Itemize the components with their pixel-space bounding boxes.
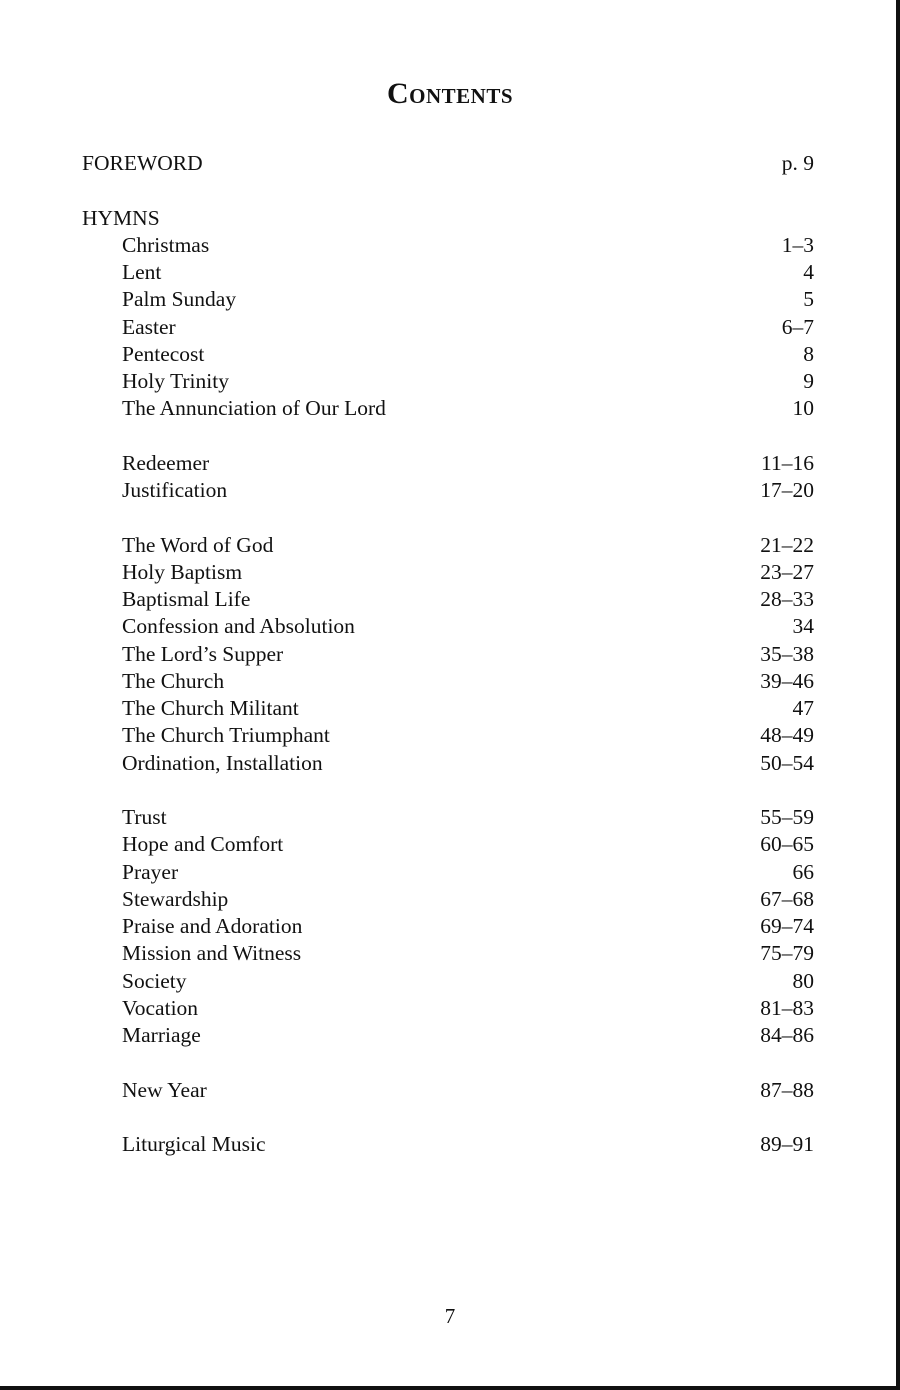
- toc-spacer: [82, 1104, 814, 1131]
- toc-entry-page: 10: [792, 396, 814, 421]
- toc-entry-page: 23–27: [760, 559, 814, 584]
- toc-entry: [82, 722, 814, 749]
- toc-entry: [82, 995, 814, 1022]
- toc-entry-label: The Church: [122, 668, 225, 693]
- toc-entry: [82, 368, 814, 395]
- toc-entry: [82, 259, 814, 286]
- toc-entry: [82, 1131, 814, 1158]
- toc-entry-label: Justification: [122, 478, 228, 502]
- toc-entry: [82, 940, 814, 967]
- toc-entry-label: The Lord’s Supper: [122, 641, 284, 666]
- toc-entry-page: p. 9: [781, 151, 814, 175]
- toc-spacer: [82, 504, 814, 531]
- toc-entry-page: 5: [803, 287, 814, 312]
- toc-entry-page: 47: [792, 696, 814, 720]
- toc-entry-label: FOREWORD: [82, 151, 203, 175]
- toc-entry-label: Ordination, Installation: [122, 750, 323, 775]
- toc-entry-page: 55–59: [760, 805, 814, 829]
- toc-entry: [82, 314, 814, 341]
- toc-entry-label: Praise and Adoration: [122, 914, 303, 938]
- toc-section-heading: [82, 205, 814, 232]
- toc-entry: [82, 1077, 814, 1104]
- toc-entry-page: 67–68: [760, 886, 814, 911]
- toc-groups: [82, 232, 814, 1159]
- toc-entry-label: Marriage: [122, 1023, 201, 1047]
- toc-entry: [82, 668, 814, 695]
- toc-entry-page: 50–54: [760, 750, 814, 775]
- toc-entry-page: 1–3: [781, 232, 814, 257]
- toc-entry-page: 75–79: [760, 941, 814, 966]
- toc-entry-label: Vocation: [122, 995, 199, 1020]
- toc-entry: [82, 286, 814, 313]
- toc-entry: [82, 804, 814, 831]
- toc-entry-label: Pentecost: [122, 341, 205, 366]
- toc-entry-label: Society: [122, 968, 187, 993]
- toc-entry-page: 39–46: [760, 668, 814, 693]
- toc-entry-page: 4: [803, 260, 814, 284]
- toc-entry: [82, 641, 814, 668]
- toc-heading-label: HYMNS: [82, 205, 160, 230]
- toc-entry-label: Redeemer: [122, 450, 210, 475]
- toc-entry-label: Trust: [122, 805, 167, 829]
- toc-entry-label: Prayer: [122, 859, 179, 884]
- toc-entry-label: Hope and Comfort: [122, 832, 284, 857]
- toc-entry-page: 89–91: [760, 1132, 814, 1156]
- toc-entry: [82, 859, 814, 886]
- toc-entry: [82, 559, 814, 586]
- toc-entry-label: Palm Sunday: [122, 287, 237, 312]
- toc-entry-label: Mission and Witness: [122, 941, 302, 966]
- toc-entry: [82, 750, 814, 777]
- toc-entry-label: New Year: [122, 1077, 207, 1102]
- toc-entry-page: 87–88: [760, 1077, 814, 1102]
- toc-entry: [82, 395, 814, 422]
- toc-entry-label: Baptismal Life: [122, 587, 251, 611]
- toc-entry: [82, 968, 814, 995]
- toc-entry-page: 9: [803, 369, 814, 393]
- toc-entry-label: Lent: [122, 260, 162, 284]
- page-title: Contents: [386, 77, 514, 110]
- toc-entry: [82, 532, 814, 559]
- toc-entry-page: 35–38: [760, 641, 814, 666]
- toc-entry-label: Stewardship: [122, 886, 229, 911]
- toc-entry-page: 6–7: [781, 314, 814, 339]
- toc-entry-page: 84–86: [760, 1023, 814, 1047]
- toc-entry-page: 8: [803, 341, 814, 366]
- toc-entry: [82, 450, 814, 477]
- toc-entry: [82, 886, 814, 913]
- table-of-contents: [82, 150, 814, 1158]
- toc-entry-page: 80: [792, 968, 814, 993]
- toc-entry: [82, 477, 814, 504]
- toc-entry: [82, 341, 814, 368]
- toc-entry: [82, 695, 814, 722]
- toc-entry-label: Confession and Absolution: [122, 614, 355, 639]
- toc-entry-page: 48–49: [760, 723, 814, 748]
- toc-entry: [82, 913, 814, 940]
- toc-entry-page: 60–65: [760, 832, 814, 857]
- toc-spacer: [82, 423, 814, 450]
- toc-spacer: [82, 1049, 814, 1076]
- toc-entry-label: The Church Militant: [122, 696, 299, 720]
- toc-entry-label: Liturgical Music: [122, 1132, 266, 1156]
- toc-spacer: [82, 177, 814, 204]
- toc-entry-page: 21–22: [760, 532, 814, 557]
- toc-entry-label: The Church Triumphant: [122, 723, 330, 748]
- toc-spacer: [82, 777, 814, 804]
- toc-entry-label: Christmas: [122, 232, 210, 257]
- toc-entry-page: 34: [792, 614, 814, 639]
- toc-entry: [82, 613, 814, 640]
- toc-entry-page: 11–16: [761, 450, 814, 475]
- toc-entry: [82, 232, 814, 259]
- toc-entry-label: Holy Trinity: [122, 369, 229, 393]
- toc-entry-label: The Annunciation of Our Lord: [122, 396, 386, 421]
- toc-entry-page: 28–33: [760, 587, 814, 611]
- toc-entry-page: 66: [792, 859, 814, 884]
- toc-entry-page: 81–83: [760, 995, 814, 1020]
- toc-entry: [82, 1022, 814, 1049]
- toc-entry-label: The Word of God: [122, 532, 274, 557]
- toc-entry-page: 69–74: [760, 914, 814, 938]
- toc-entry-label: Easter: [122, 314, 176, 339]
- page-number: 7: [444, 1304, 456, 1328]
- toc-entry: [82, 831, 814, 858]
- toc-entry-label: Holy Baptism: [122, 559, 243, 584]
- toc-entry-page: 17–20: [760, 478, 814, 502]
- toc-entry-foreword: [82, 150, 814, 177]
- toc-entry: [82, 586, 814, 613]
